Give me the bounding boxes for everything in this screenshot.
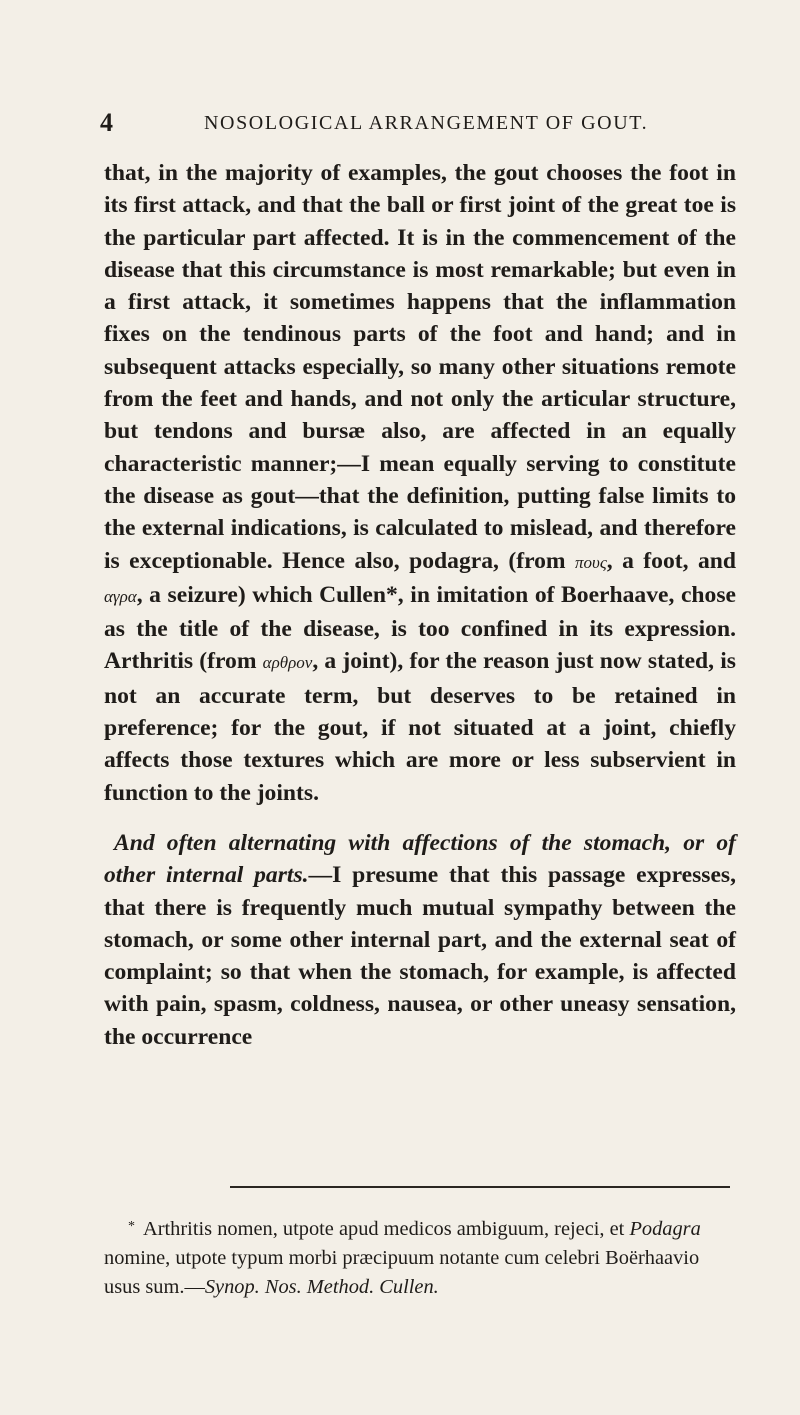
paragraph-1-text-d: , a joint), for the reason just now stated, is not an accurate term, but deserves to be retained in preference; for the gout, if not situated at a joint, chiefly affects those textures which are more or less subservient in function to the joints. [104, 648, 736, 806]
footnote-citation: Synop. Nos. Method. Cullen. [204, 1276, 439, 1298]
footnote-italic-podagra: Podagra [629, 1218, 701, 1240]
body-text [104, 157, 736, 1053]
footnote-text-b: nomine, utpote typum morbi præcipuum notante cum celebri Boërhaavio usus sum.— [104, 1247, 700, 1298]
footnote [104, 1212, 736, 1302]
footnote-text [104, 1212, 736, 1302]
page-number: 4 [100, 108, 113, 137]
greek-word-arthron: αρθρον [262, 653, 313, 673]
paragraph-2-text-a: or [671, 829, 717, 856]
paragraph-1-text-c: , a seizure) which Cullen*, in imitation of Boerhaave, chose as the title of the disease, is too confined in its expression. Arthritis (from [104, 581, 736, 675]
greek-word-pous: πους [575, 552, 607, 572]
paragraph-2-italic-lead: And often alternating with affections of the stomach, [114, 829, 672, 856]
paragraph-2-italic-b: of other internal parts. [104, 829, 736, 889]
footnote-mark: * [128, 1219, 135, 1234]
footnote-text-a: Arthritis nomen, utpote apud medicos ambiguum, rejeci, et [143, 1218, 630, 1240]
paragraph-1-text-a: that, in the majority of examples, the gout chooses the foot in its first attack, and that the ball or first joint of the great toe is the particular part affected. It is in the commencement of the disease that this circumstance is most remarkable; but even in a first attack, it sometimes happens that the inflammation fixes on the tendinous parts of the foot and hand; and in subsequent attacks especially, so many other situations remote from the feet and hands, and not only the articular structure, but tendons and bursæ also, are affected in an equally characteristic manner;—I mean equally serving to constitute the disease as gout—that the definition, putting false limits to the external indications, is calculated to mislead, and therefore is exceptionable. Hence also, podagra, (from [104, 160, 736, 574]
footnote-divider [230, 1186, 730, 1188]
paragraph-2-text-b: —I presume that this passage expresses, that there is frequently much mutual sympathy between the stomach, or some other internal part, and the external seat of complaint; so that when the stomach, for example, is affected with pain, spasm, coldness, nausea, or other uneasy sensation, the occurrence [104, 862, 737, 1050]
paragraph-2 [104, 827, 736, 1053]
running-title: NOSOLOGICAL ARRANGEMENT OF GOUT. [204, 112, 649, 134]
paragraph-1 [104, 157, 736, 809]
running-head [100, 108, 740, 138]
greek-word-agra: αγρα [104, 586, 137, 606]
paragraph-1-text-b: , a foot, and [606, 547, 736, 574]
